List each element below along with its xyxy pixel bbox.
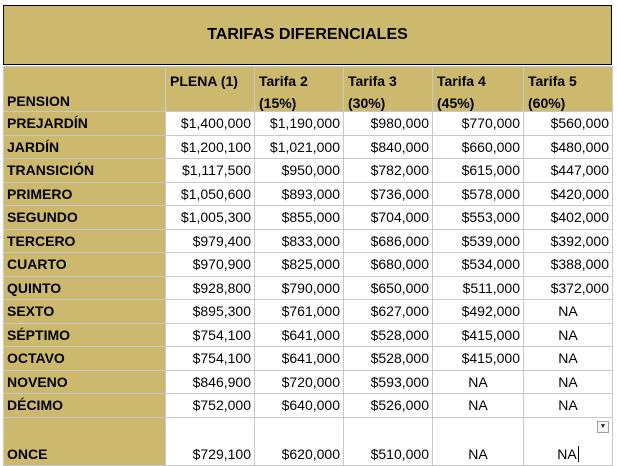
- tarifas-table: [3, 66, 613, 466]
- cell-tarifa-5[interactable]: $420,000: [524, 182, 613, 206]
- table-row: [4, 417, 613, 465]
- header-tarifa-5[interactable]: [524, 67, 613, 112]
- row-label-cell[interactable]: NOVENO: [4, 370, 166, 394]
- cell-tarifa-5[interactable]: NA: [524, 347, 613, 371]
- cell-tarifa-3[interactable]: $627,000: [344, 300, 433, 324]
- cell-tarifa-4[interactable]: $578,000: [433, 182, 524, 206]
- cell-tarifa-4[interactable]: $615,000: [433, 159, 524, 183]
- text-cursor: [578, 446, 579, 462]
- cell-plena[interactable]: $979,400: [166, 229, 255, 253]
- table-row: [4, 229, 613, 253]
- dropdown-arrow-icon[interactable]: ▼: [597, 421, 609, 433]
- cell-plena[interactable]: $928,800: [166, 276, 255, 300]
- cell-tarifa-4[interactable]: NA: [433, 417, 524, 465]
- cell-tarifa-5[interactable]: $402,000: [524, 206, 613, 230]
- cell-tarifa-3[interactable]: $528,000: [344, 347, 433, 371]
- cell-tarifa-2[interactable]: $641,000: [255, 347, 344, 371]
- table-row: [4, 276, 613, 300]
- cell-tarifa-4[interactable]: NA: [433, 394, 524, 418]
- cell-tarifa-5[interactable]: NA: [524, 323, 613, 347]
- table-row: [4, 135, 613, 159]
- table-row: [4, 206, 613, 230]
- header-tarifa-3-pct: (30%): [348, 95, 386, 111]
- cell-tarifa-2[interactable]: $620,000: [255, 417, 344, 465]
- cell-plena[interactable]: $754,100: [166, 323, 255, 347]
- header-tarifa-2-label: Tarifa 2: [259, 73, 308, 89]
- cell-tarifa-2[interactable]: $640,000: [255, 394, 344, 418]
- cell-plena[interactable]: $970,900: [166, 253, 255, 277]
- cell-tarifa-3[interactable]: $680,000: [344, 253, 433, 277]
- cell-plena[interactable]: $1,005,300: [166, 206, 255, 230]
- cell-plena[interactable]: $752,000: [166, 394, 255, 418]
- row-label-cell[interactable]: QUINTO: [4, 276, 166, 300]
- cell-tarifa-5[interactable]: $480,000: [524, 135, 613, 159]
- cell-plena[interactable]: $1,050,600: [166, 182, 255, 206]
- row-label-cell[interactable]: TERCERO: [4, 229, 166, 253]
- cell-tarifa-5[interactable]: NA: [524, 370, 613, 394]
- header-pension[interactable]: PENSION: [4, 67, 166, 112]
- row-label-cell[interactable]: PREJARDÍN: [4, 112, 166, 136]
- cell-tarifa-4[interactable]: $415,000: [433, 347, 524, 371]
- row-label-cell[interactable]: ONCE: [4, 417, 166, 465]
- cell-tarifa-3[interactable]: $650,000: [344, 276, 433, 300]
- cell-tarifa-3[interactable]: $528,000: [344, 323, 433, 347]
- cell-tarifa-5[interactable]: $388,000: [524, 253, 613, 277]
- cell-tarifa-5[interactable]: $372,000: [524, 276, 613, 300]
- cell-tarifa-2[interactable]: $1,021,000: [255, 135, 344, 159]
- cell-plena[interactable]: $1,117,500: [166, 159, 255, 183]
- table-row: [4, 300, 613, 324]
- cell-tarifa-3[interactable]: $686,000: [344, 229, 433, 253]
- cell-tarifa-4[interactable]: NA: [433, 370, 524, 394]
- header-tarifa-4-pct: (45%): [437, 95, 475, 111]
- cell-tarifa-4[interactable]: $511,000: [433, 276, 524, 300]
- cell-tarifa-5[interactable]: NA: [524, 394, 613, 418]
- cell-tarifa-4[interactable]: $492,000: [433, 300, 524, 324]
- cell-tarifa-5[interactable]: NA: [524, 300, 613, 324]
- row-label-cell[interactable]: CUARTO: [4, 253, 166, 277]
- header-tarifa-2[interactable]: [255, 67, 344, 112]
- table-row: [4, 323, 613, 347]
- cell-tarifa-3[interactable]: $736,000: [344, 182, 433, 206]
- cell-plena[interactable]: $754,100: [166, 347, 255, 371]
- header-plena-label: PLENA (1): [170, 73, 238, 89]
- cell-tarifa-4[interactable]: $539,000: [433, 229, 524, 253]
- cell-value: NA: [557, 445, 577, 462]
- cell-tarifa-3[interactable]: $526,000: [344, 394, 433, 418]
- header-tarifa-3[interactable]: [344, 67, 433, 112]
- cell-tarifa-3[interactable]: $980,000: [344, 112, 433, 136]
- cell-tarifa-3[interactable]: $593,000: [344, 370, 433, 394]
- cell-tarifa-2[interactable]: $825,000: [255, 253, 344, 277]
- header-tarifa-2-pct: (15%): [259, 95, 297, 111]
- cell-plena[interactable]: $1,400,000: [166, 112, 255, 136]
- header-tarifa-5-label: Tarifa 5: [528, 73, 577, 89]
- row-label-cell[interactable]: SÉPTIMO: [4, 323, 166, 347]
- cell-tarifa-5[interactable]: [524, 417, 613, 465]
- header-plena[interactable]: [166, 67, 255, 112]
- table-row: [4, 370, 613, 394]
- row-label-cell[interactable]: TRANSICIÓN: [4, 159, 166, 183]
- row-label-cell[interactable]: DÉCIMO: [4, 394, 166, 418]
- cell-tarifa-4[interactable]: $770,000: [433, 112, 524, 136]
- header-tarifa-4[interactable]: [433, 67, 524, 112]
- table-row: [4, 347, 613, 371]
- cell-tarifa-4[interactable]: $660,000: [433, 135, 524, 159]
- cell-plena[interactable]: $895,300: [166, 300, 255, 324]
- cell-plena[interactable]: $729,100: [166, 417, 255, 465]
- cell-tarifa-2[interactable]: $833,000: [255, 229, 344, 253]
- table-row: [4, 253, 613, 277]
- cell-tarifa-5[interactable]: $447,000: [524, 159, 613, 183]
- header-row: [4, 67, 613, 112]
- cell-tarifa-3[interactable]: $840,000: [344, 135, 433, 159]
- row-label-cell[interactable]: JARDÍN: [4, 135, 166, 159]
- cell-tarifa-5[interactable]: $560,000: [524, 112, 613, 136]
- cell-tarifa-2[interactable]: $790,000: [255, 276, 344, 300]
- row-label-cell[interactable]: SEGUNDO: [4, 206, 166, 230]
- table-row: [4, 182, 613, 206]
- cell-plena[interactable]: $846,900: [166, 370, 255, 394]
- cell-plena[interactable]: $1,200,100: [166, 135, 255, 159]
- cell-tarifa-3[interactable]: $782,000: [344, 159, 433, 183]
- row-label-cell[interactable]: PRIMERO: [4, 182, 166, 206]
- sheet-title[interactable]: TARIFAS DIFERENCIALES: [3, 5, 612, 65]
- cell-tarifa-2[interactable]: $1,190,000: [255, 112, 344, 136]
- cell-tarifa-4[interactable]: $415,000: [433, 323, 524, 347]
- cell-tarifa-3[interactable]: $510,000: [344, 417, 433, 465]
- cell-tarifa-3[interactable]: $704,000: [344, 206, 433, 230]
- cell-tarifa-4[interactable]: $534,000: [433, 253, 524, 277]
- row-label-cell[interactable]: SEXTO: [4, 300, 166, 324]
- table-row: [4, 159, 613, 183]
- header-tarifa-3-label: Tarifa 3: [348, 73, 397, 89]
- cell-tarifa-5[interactable]: $392,000: [524, 229, 613, 253]
- cell-tarifa-2[interactable]: $641,000: [255, 323, 344, 347]
- table-row: [4, 112, 613, 136]
- cell-tarifa-2[interactable]: $720,000: [255, 370, 344, 394]
- header-tarifa-5-pct: (60%): [528, 95, 566, 111]
- cell-tarifa-4[interactable]: $553,000: [433, 206, 524, 230]
- cell-tarifa-2[interactable]: $761,000: [255, 300, 344, 324]
- header-tarifa-4-label: Tarifa 4: [437, 73, 486, 89]
- cell-tarifa-2[interactable]: $950,000: [255, 159, 344, 183]
- cell-tarifa-2[interactable]: $855,000: [255, 206, 344, 230]
- cell-tarifa-2[interactable]: $893,000: [255, 182, 344, 206]
- table-row: [4, 394, 613, 418]
- row-label-cell[interactable]: OCTAVO: [4, 347, 166, 371]
